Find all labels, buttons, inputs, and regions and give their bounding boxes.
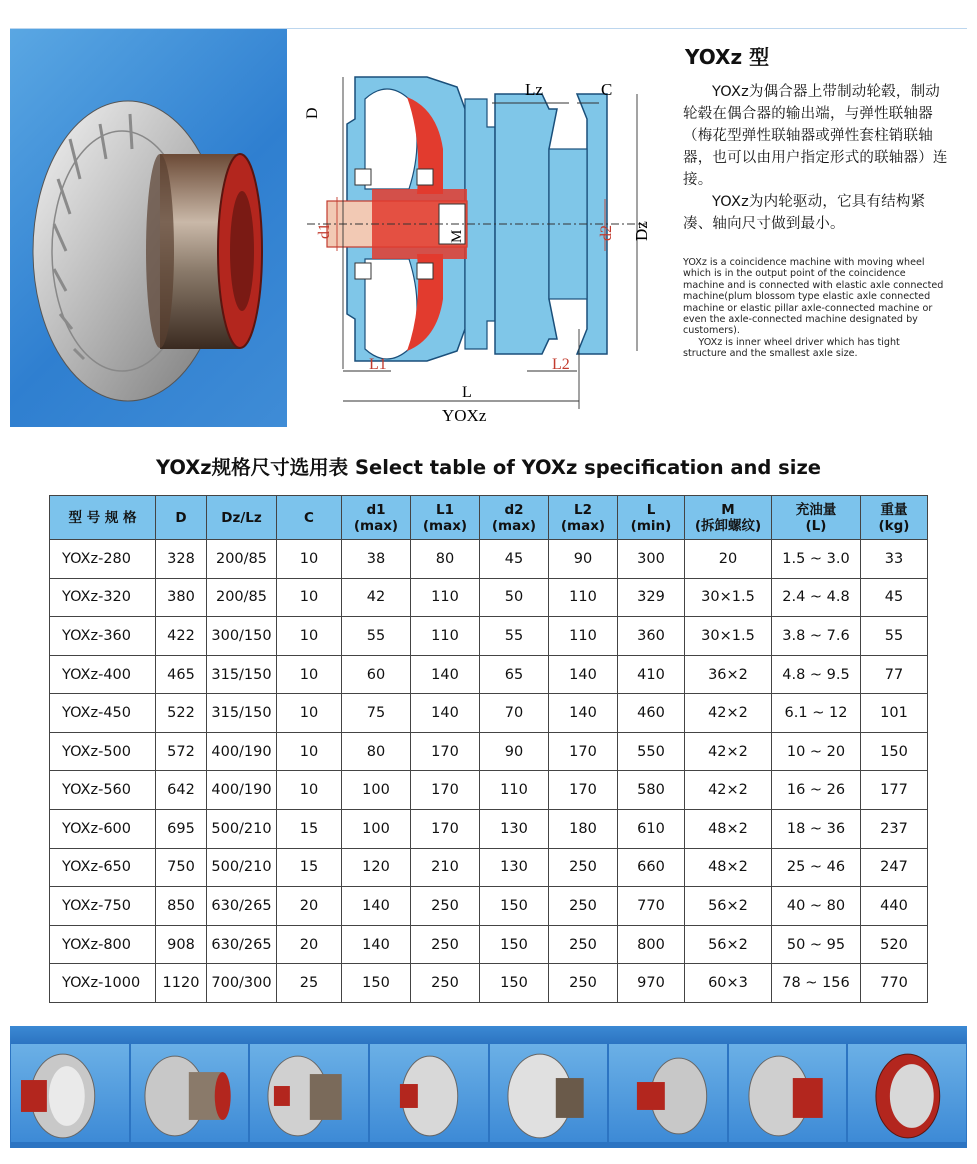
value-cell: 250 (411, 887, 480, 926)
value-cell: 42×2 (685, 732, 772, 771)
model-cell: YOXz-800 (50, 925, 156, 964)
value-cell: 10 (277, 578, 342, 617)
column-header-line: (max) (353, 517, 399, 534)
column-header-line: (拆卸螺纹) (694, 517, 762, 534)
model-cell: YOXz-650 (50, 848, 156, 887)
column-header-line: M (721, 501, 735, 518)
value-cell: 10 (277, 771, 342, 810)
value-cell: 65 (480, 655, 549, 694)
product-photo (10, 29, 287, 427)
table-row (50, 655, 928, 694)
product-thumbnail-strip (10, 1044, 967, 1142)
value-cell: 150 (480, 964, 549, 1003)
column-header (480, 496, 549, 540)
column-header-line: (L) (805, 517, 827, 534)
value-cell: 908 (156, 925, 207, 964)
label-d1: d1 (316, 223, 333, 239)
value-cell: 90 (480, 732, 549, 771)
value-cell: 50 (480, 578, 549, 617)
value-cell: 750 (156, 848, 207, 887)
table-row (50, 578, 928, 617)
value-cell: 20 (685, 540, 772, 579)
value-cell: 300 (618, 540, 685, 579)
spec-table (49, 495, 928, 1003)
product-thumbnail (131, 1044, 249, 1142)
label-L: L (462, 384, 472, 401)
value-cell: 50 ~ 95 (772, 925, 861, 964)
model-title: YOXz 型 (685, 45, 770, 69)
product-thumbnail (609, 1044, 727, 1142)
value-cell: 200/85 (207, 540, 277, 579)
column-header (549, 496, 618, 540)
value-cell: 20 (277, 887, 342, 926)
label-L2: L2 (552, 356, 570, 373)
value-cell: 140 (549, 694, 618, 733)
value-cell: 315/150 (207, 655, 277, 694)
value-cell: 400/190 (207, 732, 277, 771)
value-cell: 770 (861, 964, 928, 1003)
value-cell: 101 (861, 694, 928, 733)
value-cell: 700/300 (207, 964, 277, 1003)
table-header-row (50, 496, 928, 540)
table-row (50, 964, 928, 1003)
model-cell: YOXz-280 (50, 540, 156, 579)
value-cell: 250 (549, 887, 618, 926)
table-row (50, 887, 928, 926)
column-header-line: 重量 (880, 501, 908, 518)
value-cell: 42×2 (685, 771, 772, 810)
column-header-line: (max) (491, 517, 537, 534)
table-row (50, 810, 928, 849)
value-cell: 329 (618, 578, 685, 617)
value-cell: 130 (480, 810, 549, 849)
value-cell: 522 (156, 694, 207, 733)
table-row (50, 540, 928, 579)
value-cell: 56×2 (685, 887, 772, 926)
value-cell: 400/190 (207, 771, 277, 810)
table-body (50, 540, 928, 1003)
cross-section-diagram (287, 29, 671, 427)
description-panel (671, 29, 967, 427)
column-header (50, 496, 156, 540)
value-cell: 150 (861, 732, 928, 771)
column-header-line: (min) (630, 517, 672, 534)
value-cell: 3.8 ~ 7.6 (772, 617, 861, 656)
product-thumbnail (490, 1044, 608, 1142)
cn-paragraph: YOXz为偶合器上带制动轮毂，制动轮毂在偶合器的输出端，与弹性联轴器（梅花型弹性联轴器或弹性套柱销联轴器，也可以由用户指定形式的联轴器）连接。 (683, 84, 948, 188)
value-cell: 130 (480, 848, 549, 887)
value-cell: 1.5 ~ 3.0 (772, 540, 861, 579)
product-thumbnail (729, 1044, 847, 1142)
value-cell: 247 (861, 848, 928, 887)
value-cell: 630/265 (207, 887, 277, 926)
value-cell: 440 (861, 887, 928, 926)
value-cell: 4.8 ~ 9.5 (772, 655, 861, 694)
value-cell: 170 (411, 771, 480, 810)
table-row (50, 925, 928, 964)
value-cell: 6.1 ~ 12 (772, 694, 861, 733)
value-cell: 80 (411, 540, 480, 579)
column-header (618, 496, 685, 540)
table-row (50, 617, 928, 656)
value-cell: 695 (156, 810, 207, 849)
value-cell: 10 (277, 655, 342, 694)
value-cell: 140 (342, 887, 411, 926)
column-header-line: 型 号 规 格 (68, 509, 137, 526)
value-cell: 630/265 (207, 925, 277, 964)
model-cell: YOXz-560 (50, 771, 156, 810)
value-cell: 10 ~ 20 (772, 732, 861, 771)
label-M: M (449, 229, 465, 243)
value-cell: 55 (861, 617, 928, 656)
value-cell: 250 (549, 925, 618, 964)
column-header (861, 496, 928, 540)
value-cell: 15 (277, 848, 342, 887)
model-cell: YOXz-500 (50, 732, 156, 771)
value-cell: 45 (480, 540, 549, 579)
value-cell: 55 (480, 617, 549, 656)
value-cell: 48×2 (685, 848, 772, 887)
value-cell: 200/85 (207, 578, 277, 617)
value-cell: 250 (411, 925, 480, 964)
value-cell: 380 (156, 578, 207, 617)
value-cell: 250 (549, 848, 618, 887)
model-cell: YOXz-360 (50, 617, 156, 656)
product-thumbnail (250, 1044, 368, 1142)
column-header (411, 496, 480, 540)
value-cell: 150 (480, 925, 549, 964)
value-cell: 10 (277, 694, 342, 733)
value-cell: 140 (342, 925, 411, 964)
value-cell: 410 (618, 655, 685, 694)
value-cell: 660 (618, 848, 685, 887)
label-C: C (601, 80, 613, 99)
value-cell: 580 (618, 771, 685, 810)
value-cell: 360 (618, 617, 685, 656)
value-cell: 120 (342, 848, 411, 887)
value-cell: 572 (156, 732, 207, 771)
value-cell: 315/150 (207, 694, 277, 733)
value-cell: 30×1.5 (685, 578, 772, 617)
label-d2: d2 (598, 225, 615, 241)
value-cell: 170 (411, 810, 480, 849)
value-cell: 100 (342, 771, 411, 810)
value-cell: 77 (861, 655, 928, 694)
value-cell: 80 (342, 732, 411, 771)
value-cell: 110 (411, 578, 480, 617)
value-cell: 25 ~ 46 (772, 848, 861, 887)
value-cell: 237 (861, 810, 928, 849)
table-title: YOXz规格尺寸选用表 Select table of YOXz specification and size (155, 456, 822, 479)
value-cell: 42 (342, 578, 411, 617)
value-cell: 38 (342, 540, 411, 579)
value-cell: 250 (549, 964, 618, 1003)
value-cell: 56×2 (685, 925, 772, 964)
column-header-line: (max) (422, 517, 468, 534)
column-header-line: L2 (574, 501, 592, 518)
value-cell: 40 ~ 80 (772, 887, 861, 926)
value-cell: 110 (411, 617, 480, 656)
value-cell: 15 (277, 810, 342, 849)
value-cell: 110 (480, 771, 549, 810)
table-row (50, 732, 928, 771)
value-cell: 970 (618, 964, 685, 1003)
value-cell: 465 (156, 655, 207, 694)
model-cell: YOXz-1000 (50, 964, 156, 1003)
column-header (772, 496, 861, 540)
value-cell: 55 (342, 617, 411, 656)
value-cell: 100 (342, 810, 411, 849)
product-thumbnail (370, 1044, 488, 1142)
top-band (10, 28, 967, 427)
value-cell: 300/150 (207, 617, 277, 656)
product-thumbnail (848, 1044, 966, 1142)
value-cell: 140 (549, 655, 618, 694)
value-cell: 500/210 (207, 810, 277, 849)
value-cell: 75 (342, 694, 411, 733)
fluid-coupling-image (10, 29, 287, 427)
value-cell: 10 (277, 732, 342, 771)
column-header (156, 496, 207, 540)
value-cell: 48×2 (685, 810, 772, 849)
value-cell: 42×2 (685, 694, 772, 733)
value-cell: 770 (618, 887, 685, 926)
strip-border-bottom (10, 1142, 967, 1148)
column-header-line: C (304, 509, 314, 526)
label-Dz: Dz (632, 221, 651, 241)
en-paragraph: YOXz is inner wheel driver which has tight structure and the smallest axle size. (683, 336, 900, 360)
value-cell: 90 (549, 540, 618, 579)
column-header-line: L1 (436, 501, 454, 518)
value-cell: 850 (156, 887, 207, 926)
strip-border-top (10, 1026, 967, 1044)
value-cell: 20 (277, 925, 342, 964)
value-cell: 328 (156, 540, 207, 579)
cn-paragraph: YOXz为内轮驱动，它具有结构紧凑、轴向尺寸做到最小。 (683, 194, 926, 232)
value-cell: 140 (411, 655, 480, 694)
value-cell: 550 (618, 732, 685, 771)
value-cell: 610 (618, 810, 685, 849)
value-cell: 800 (618, 925, 685, 964)
value-cell: 642 (156, 771, 207, 810)
value-cell: 36×2 (685, 655, 772, 694)
value-cell: 177 (861, 771, 928, 810)
column-header-line: 充油量 (795, 501, 837, 518)
column-header (277, 496, 342, 540)
value-cell: 180 (549, 810, 618, 849)
column-header (207, 496, 277, 540)
value-cell: 170 (411, 732, 480, 771)
value-cell: 460 (618, 694, 685, 733)
table-row (50, 771, 928, 810)
value-cell: 500/210 (207, 848, 277, 887)
column-header (342, 496, 411, 540)
model-cell: YOXz-400 (50, 655, 156, 694)
en-paragraph: YOXz is a coincidence machine with moving wheel which is in the output point of the coincidence machine and is connected with elastic axle connected machine(plum blossom type elastic axle connected machine or elastic pillar axle-connected machine or even the axle-connected machine designated by customers). (683, 257, 944, 337)
table-row (50, 694, 928, 733)
model-cell: YOXz-750 (50, 887, 156, 926)
value-cell: 520 (861, 925, 928, 964)
column-header-line: D (175, 509, 187, 526)
diagram-caption: YOXz (442, 406, 487, 425)
value-cell: 140 (411, 694, 480, 733)
value-cell: 210 (411, 848, 480, 887)
value-cell: 10 (277, 540, 342, 579)
value-cell: 18 ~ 36 (772, 810, 861, 849)
value-cell: 110 (549, 578, 618, 617)
value-cell: 2.4 ~ 4.8 (772, 578, 861, 617)
column-header-line: L (646, 501, 656, 518)
model-cell: YOXz-600 (50, 810, 156, 849)
value-cell: 150 (342, 964, 411, 1003)
column-header-line: d1 (366, 501, 386, 518)
value-cell: 150 (480, 887, 549, 926)
label-L1: L1 (369, 356, 387, 373)
model-cell: YOXz-320 (50, 578, 156, 617)
value-cell: 45 (861, 578, 928, 617)
yoxz-drawing (287, 29, 671, 427)
value-cell: 1120 (156, 964, 207, 1003)
value-cell: 78 ~ 156 (772, 964, 861, 1003)
value-cell: 110 (549, 617, 618, 656)
value-cell: 16 ~ 26 (772, 771, 861, 810)
column-header (685, 496, 772, 540)
value-cell: 170 (549, 771, 618, 810)
label-Lz: Lz (525, 80, 543, 99)
value-cell: 30×1.5 (685, 617, 772, 656)
value-cell: 33 (861, 540, 928, 579)
column-header-line: d2 (504, 501, 524, 518)
value-cell: 422 (156, 617, 207, 656)
value-cell: 60 (342, 655, 411, 694)
value-cell: 60×3 (685, 964, 772, 1003)
table-row (50, 848, 928, 887)
column-header-line: Dz/Lz (221, 509, 262, 526)
value-cell: 25 (277, 964, 342, 1003)
column-header-line: (max) (560, 517, 606, 534)
value-cell: 10 (277, 617, 342, 656)
model-cell: YOXz-450 (50, 694, 156, 733)
value-cell: 70 (480, 694, 549, 733)
english-description (683, 257, 945, 360)
value-cell: 250 (411, 964, 480, 1003)
column-header-line: (kg) (878, 517, 910, 534)
value-cell: 170 (549, 732, 618, 771)
chinese-description (683, 81, 951, 235)
label-D: D (304, 107, 321, 119)
product-thumbnail (11, 1044, 129, 1142)
